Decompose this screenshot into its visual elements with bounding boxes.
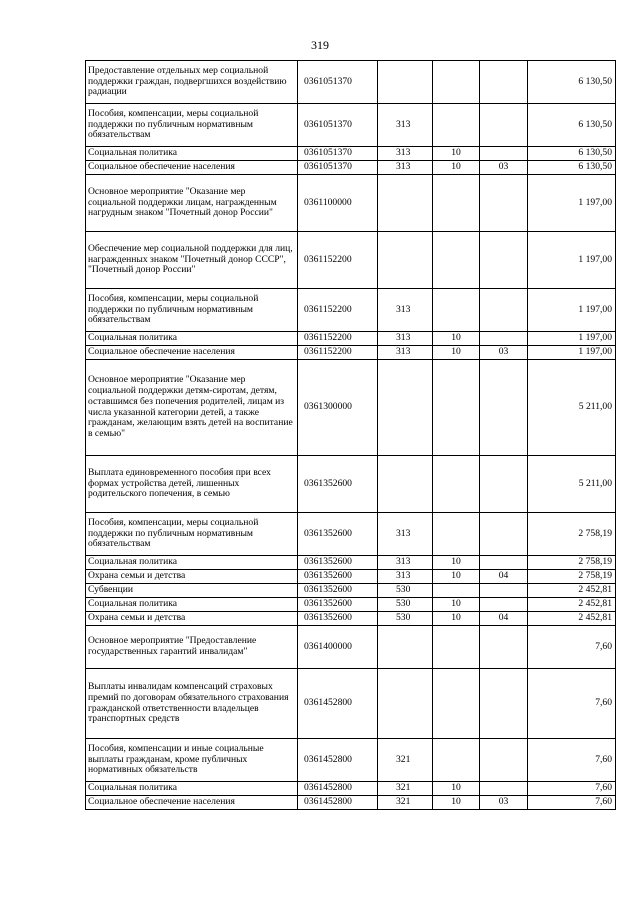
cell-name: Основное мероприятие "Оказание мер социальной поддержки лицам, награжденным нагрудным знаком "Почетный донор России" xyxy=(86,175,298,232)
cell-subsection: 03 xyxy=(480,796,528,810)
cell-expense-type xyxy=(378,669,433,739)
cell-name: Субвенции xyxy=(86,584,298,598)
cell-name: Социальная политика xyxy=(86,782,298,796)
cell-target-code: 0361152200 xyxy=(298,346,378,360)
table-row xyxy=(86,175,616,232)
cell-subsection xyxy=(480,175,528,232)
cell-expense-type xyxy=(378,232,433,289)
cell-subsection xyxy=(480,556,528,570)
cell-expense-type: 313 xyxy=(378,513,433,556)
table-row xyxy=(86,584,616,598)
cell-expense-type: 530 xyxy=(378,584,433,598)
cell-name: Предоставление отдельных мер социальной поддержки граждан, подвергшихся воздействию радиации xyxy=(86,61,298,104)
cell-name: Социальная политика xyxy=(86,147,298,161)
cell-amount: 2 758,19 xyxy=(528,513,616,556)
table-row xyxy=(86,782,616,796)
budget-table-body xyxy=(86,61,616,810)
cell-expense-type: 313 xyxy=(378,570,433,584)
table-row xyxy=(86,332,616,346)
cell-target-code: 0361352600 xyxy=(298,570,378,584)
cell-subsection xyxy=(480,626,528,669)
cell-target-code: 0361051370 xyxy=(298,61,378,104)
cell-section xyxy=(433,739,480,782)
cell-expense-type xyxy=(378,456,433,513)
table-row xyxy=(86,360,616,456)
cell-section: 10 xyxy=(433,346,480,360)
table-row xyxy=(86,739,616,782)
cell-subsection xyxy=(480,147,528,161)
cell-name: Социальное обеспечение населения xyxy=(86,796,298,810)
cell-subsection xyxy=(480,782,528,796)
cell-target-code: 0361452800 xyxy=(298,739,378,782)
cell-subsection xyxy=(480,61,528,104)
cell-name: Пособия, компенсации, меры социальной поддержки по публичным нормативным обязательствам xyxy=(86,289,298,332)
table-row xyxy=(86,161,616,175)
cell-subsection: 03 xyxy=(480,161,528,175)
cell-amount: 1 197,00 xyxy=(528,175,616,232)
cell-amount: 2 452,81 xyxy=(528,598,616,612)
cell-name: Пособия, компенсации, меры социальной поддержки по публичным нормативным обязательствам xyxy=(86,104,298,147)
cell-target-code: 0361352600 xyxy=(298,456,378,513)
cell-name: Охрана семьи и детства xyxy=(86,570,298,584)
cell-amount: 6 130,50 xyxy=(528,147,616,161)
cell-section: 10 xyxy=(433,570,480,584)
cell-section: 10 xyxy=(433,796,480,810)
cell-expense-type xyxy=(378,61,433,104)
cell-amount: 2 452,81 xyxy=(528,584,616,598)
table-row xyxy=(86,570,616,584)
cell-section xyxy=(433,360,480,456)
table-row xyxy=(86,147,616,161)
cell-amount: 7,60 xyxy=(528,782,616,796)
cell-subsection xyxy=(480,513,528,556)
cell-name: Пособия, компенсации, меры социальной поддержки по публичным нормативным обязательствам xyxy=(86,513,298,556)
cell-expense-type: 313 xyxy=(378,104,433,147)
cell-target-code: 0361051370 xyxy=(298,161,378,175)
cell-expense-type: 313 xyxy=(378,289,433,332)
cell-name: Социальное обеспечение населения xyxy=(86,161,298,175)
cell-amount: 6 130,50 xyxy=(528,104,616,147)
cell-name: Социальная политика xyxy=(86,556,298,570)
cell-target-code: 0361152200 xyxy=(298,289,378,332)
cell-name: Охрана семьи и детства xyxy=(86,612,298,626)
cell-amount: 7,60 xyxy=(528,669,616,739)
cell-name: Социальная политика xyxy=(86,332,298,346)
cell-expense-type xyxy=(378,360,433,456)
cell-section: 10 xyxy=(433,612,480,626)
cell-amount: 7,60 xyxy=(528,739,616,782)
table-row xyxy=(86,61,616,104)
cell-subsection xyxy=(480,360,528,456)
table-row xyxy=(86,796,616,810)
cell-expense-type: 530 xyxy=(378,612,433,626)
cell-amount: 1 197,00 xyxy=(528,232,616,289)
cell-amount: 2 452,81 xyxy=(528,612,616,626)
cell-subsection xyxy=(480,232,528,289)
cell-target-code: 0361100000 xyxy=(298,175,378,232)
cell-section: 10 xyxy=(433,556,480,570)
cell-name: Социальная политика xyxy=(86,598,298,612)
cell-expense-type xyxy=(378,626,433,669)
cell-target-code: 0361452800 xyxy=(298,796,378,810)
cell-subsection xyxy=(480,739,528,782)
cell-expense-type: 313 xyxy=(378,147,433,161)
cell-target-code: 0361152200 xyxy=(298,332,378,346)
cell-section: 10 xyxy=(433,598,480,612)
cell-expense-type: 530 xyxy=(378,598,433,612)
cell-amount: 2 758,19 xyxy=(528,570,616,584)
cell-target-code: 0361352600 xyxy=(298,598,378,612)
cell-target-code: 0361051370 xyxy=(298,147,378,161)
cell-expense-type: 321 xyxy=(378,739,433,782)
cell-section xyxy=(433,175,480,232)
table-row xyxy=(86,232,616,289)
cell-subsection xyxy=(480,104,528,147)
cell-section xyxy=(433,584,480,598)
table-row xyxy=(86,346,616,360)
cell-section xyxy=(433,456,480,513)
cell-name: Социальное обеспечение населения xyxy=(86,346,298,360)
table-row xyxy=(86,612,616,626)
cell-subsection: 04 xyxy=(480,570,528,584)
cell-expense-type: 313 xyxy=(378,346,433,360)
cell-subsection xyxy=(480,584,528,598)
cell-expense-type: 313 xyxy=(378,556,433,570)
cell-target-code: 0361352600 xyxy=(298,584,378,598)
cell-subsection xyxy=(480,289,528,332)
cell-amount: 6 130,50 xyxy=(528,161,616,175)
cell-section xyxy=(433,626,480,669)
cell-target-code: 0361400000 xyxy=(298,626,378,669)
cell-subsection xyxy=(480,332,528,346)
cell-target-code: 0361352600 xyxy=(298,556,378,570)
cell-target-code: 0361452800 xyxy=(298,782,378,796)
table-row xyxy=(86,598,616,612)
cell-section: 10 xyxy=(433,161,480,175)
cell-target-code: 0361051370 xyxy=(298,104,378,147)
cell-amount: 1 197,00 xyxy=(528,332,616,346)
table-row xyxy=(86,556,616,570)
cell-amount: 5 211,00 xyxy=(528,456,616,513)
table-row xyxy=(86,669,616,739)
cell-section: 10 xyxy=(433,782,480,796)
cell-target-code: 0361352600 xyxy=(298,513,378,556)
cell-target-code: 0361452800 xyxy=(298,669,378,739)
cell-name: Основное мероприятие "Оказание мер социальной поддержки детям-сиротам, детям, оставшимся без попечения родителей, лицам из числа указанной категории детей, а также гражданам, желающим взять детей на воспитание в семью" xyxy=(86,360,298,456)
page-number: 319 xyxy=(311,38,329,52)
cell-expense-type: 313 xyxy=(378,161,433,175)
cell-section: 10 xyxy=(433,332,480,346)
cell-expense-type: 321 xyxy=(378,782,433,796)
cell-amount: 2 758,19 xyxy=(528,556,616,570)
cell-expense-type xyxy=(378,175,433,232)
cell-section xyxy=(433,61,480,104)
cell-name: Обеспечение мер социальной поддержки для лиц, награжденных знаком "Почетный донор СССР", "Почетный донор России" xyxy=(86,232,298,289)
cell-section: 10 xyxy=(433,147,480,161)
cell-subsection xyxy=(480,669,528,739)
cell-name: Выплата единовременного пособия при всех формах устройства детей, лишенных родительского попечения, в семью xyxy=(86,456,298,513)
table-row xyxy=(86,513,616,556)
cell-name: Выплаты инвалидам компенсаций страховых премий по договорам обязательного страхования гражданской ответственности владельцев транспортных средств xyxy=(86,669,298,739)
table-row xyxy=(86,104,616,147)
cell-target-code: 0361352600 xyxy=(298,612,378,626)
cell-amount: 1 197,00 xyxy=(528,289,616,332)
cell-subsection xyxy=(480,598,528,612)
cell-section xyxy=(433,513,480,556)
cell-amount: 7,60 xyxy=(528,796,616,810)
cell-name: Основное мероприятие "Предоставление государственных гарантий инвалидам" xyxy=(86,626,298,669)
table-row xyxy=(86,456,616,513)
cell-section xyxy=(433,104,480,147)
cell-section xyxy=(433,289,480,332)
cell-target-code: 0361300000 xyxy=(298,360,378,456)
cell-target-code: 0361152200 xyxy=(298,232,378,289)
cell-subsection: 03 xyxy=(480,346,528,360)
cell-amount: 7,60 xyxy=(528,626,616,669)
cell-amount: 1 197,00 xyxy=(528,346,616,360)
cell-section xyxy=(433,232,480,289)
cell-expense-type: 321 xyxy=(378,796,433,810)
budget-table xyxy=(85,60,616,810)
cell-amount: 6 130,50 xyxy=(528,61,616,104)
cell-subsection xyxy=(480,456,528,513)
table-row xyxy=(86,626,616,669)
cell-name: Пособия, компенсации и иные социальные выплаты гражданам, кроме публичных нормативных обязательств xyxy=(86,739,298,782)
cell-subsection: 04 xyxy=(480,612,528,626)
cell-expense-type: 313 xyxy=(378,332,433,346)
cell-amount: 5 211,00 xyxy=(528,360,616,456)
table-row xyxy=(86,289,616,332)
cell-section xyxy=(433,669,480,739)
